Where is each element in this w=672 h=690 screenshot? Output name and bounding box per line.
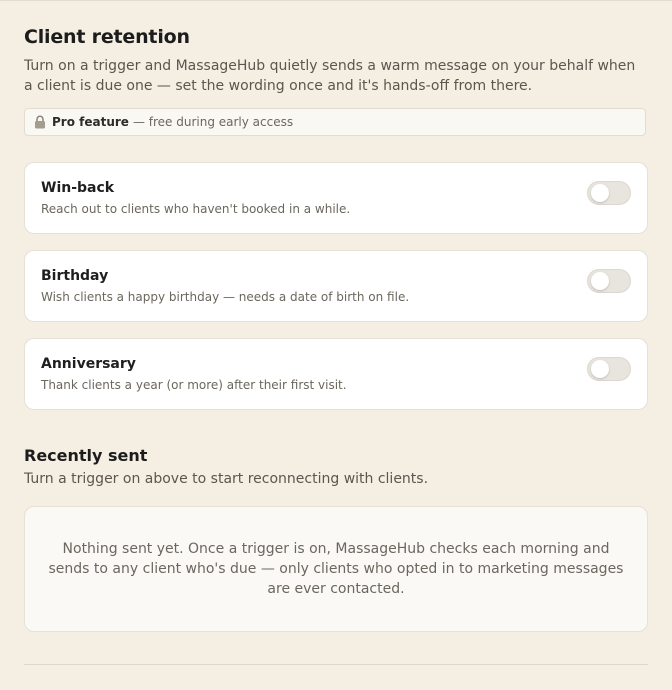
page-title: Client retention bbox=[24, 26, 190, 48]
birthday-toggle[interactable] bbox=[587, 269, 631, 293]
anniversary-toggle[interactable] bbox=[587, 357, 631, 381]
recently-sent-empty-state bbox=[24, 506, 648, 632]
trigger-card-anniversary bbox=[24, 338, 648, 410]
trigger-title: Anniversary bbox=[41, 356, 136, 372]
trigger-card-birthday bbox=[24, 250, 648, 322]
trigger-title: Win-back bbox=[41, 180, 115, 196]
pro-feature-label: Pro feature bbox=[52, 115, 129, 129]
pro-feature-note: — free during early access bbox=[132, 115, 294, 129]
trigger-title: Birthday bbox=[41, 268, 109, 284]
trigger-description: Thank clients a year (or more) after their first visit. bbox=[41, 378, 347, 392]
toggle-knob bbox=[591, 272, 609, 290]
toggle-knob bbox=[591, 184, 609, 202]
lock-icon bbox=[34, 115, 46, 129]
trigger-description: Wish clients a happy birthday — needs a date of birth on file. bbox=[41, 290, 410, 304]
win-back-toggle[interactable] bbox=[587, 181, 631, 205]
recently-sent-title: Recently sent bbox=[24, 446, 148, 465]
page-description: Turn on a trigger and MassageHub quietly sends a warm message on your behalf when a client is due one — set the wording once and it's hands-off from there. bbox=[24, 58, 636, 94]
empty-state-message: Nothing sent yet. Once a trigger is on, MassageHub checks each morning and sends to any client who's due — only clients who opted in to marketing messages are ever contacted. bbox=[48, 541, 624, 597]
top-divider bbox=[0, 0, 672, 1]
bottom-divider bbox=[24, 664, 648, 665]
pro-feature-banner bbox=[24, 108, 646, 136]
recently-sent-description: Turn a trigger on above to start reconnecting with clients. bbox=[24, 471, 429, 487]
trigger-card-win-back bbox=[24, 162, 648, 234]
toggle-knob bbox=[591, 360, 609, 378]
trigger-description: Reach out to clients who haven't booked in a while. bbox=[41, 202, 351, 216]
